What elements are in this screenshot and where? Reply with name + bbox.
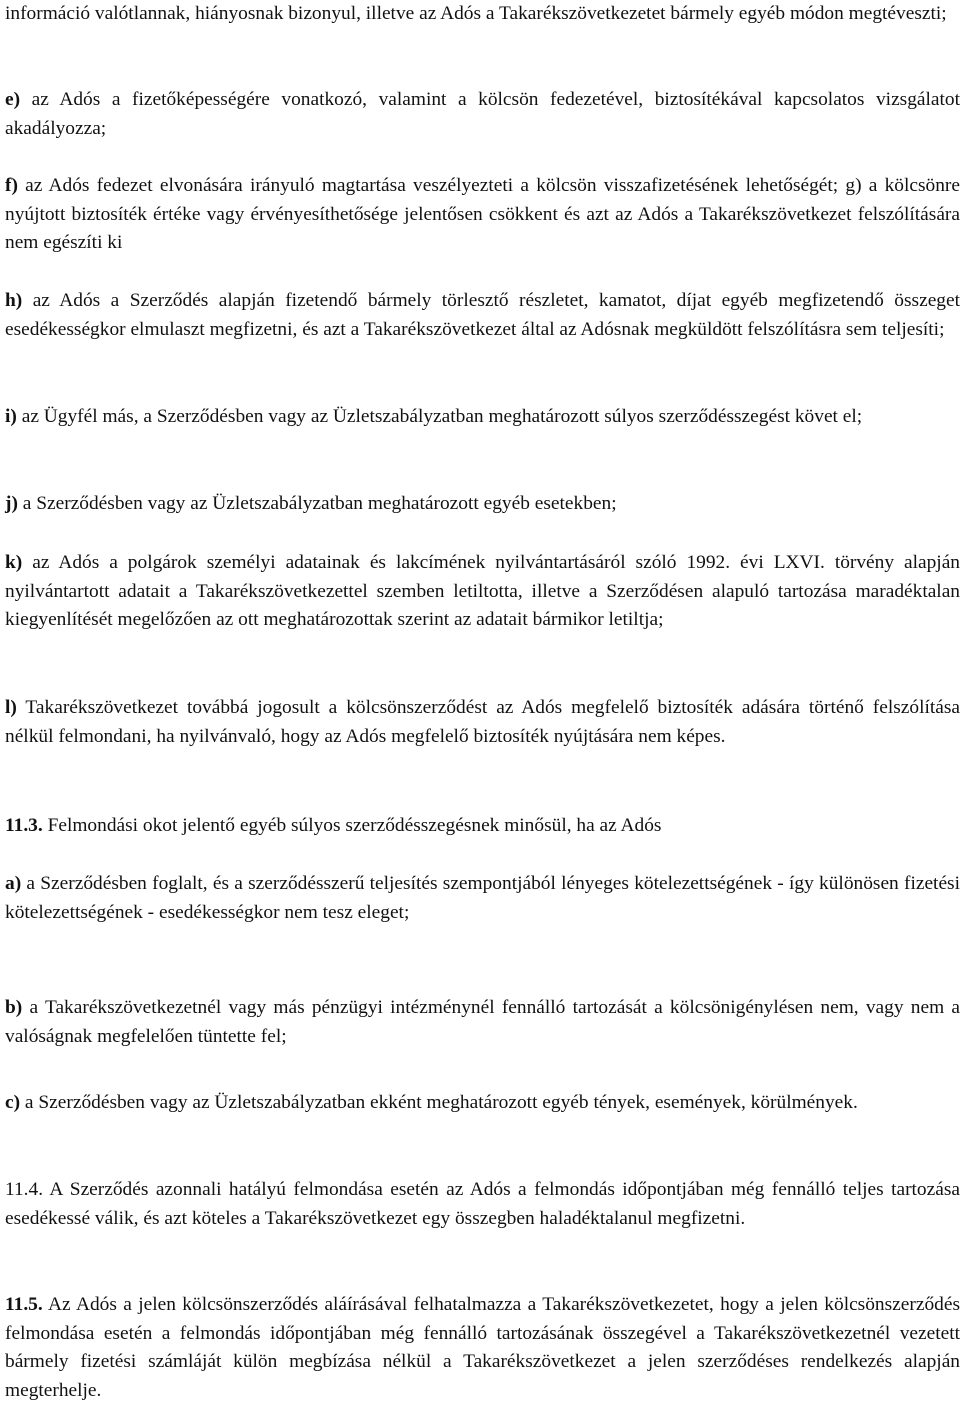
paragraph-h: h) az Adós a Szerződés alapján fizetendő bármely törlesztő részletet, kamatot, díjat egyéb megfizetendő összeget esedékességkor elmulaszt megfizetni, és azt a Takarékszövetkezet által az Adósnak megküldött felszólításra sem teljesíti; bbox=[5, 290, 960, 340]
section-number: 11.5. bbox=[5, 1294, 43, 1315]
paragraph-label: i) bbox=[5, 406, 17, 427]
section-number: 11.3. bbox=[5, 815, 43, 836]
paragraph-l: l) Takarékszövetkezet továbbá jogosult a kölcsönszerződést az Adós megfelelő biztosíték adására történő felszólítása nélkül felmondani, ha nyilvánvaló, hogy az Adós megfelelő biztosíték nyújtására nem képes. bbox=[5, 697, 960, 747]
paragraph-intro-continuation: információ valótlannak, hiányosnak bizonyul, illetve az Adós a Takarékszövetkezetet bármely egyéb módon megtéveszti; bbox=[5, 3, 947, 24]
paragraph-label: j) bbox=[5, 493, 18, 514]
paragraph-f: f) az Adós fedezet elvonására irányuló magtartása veszélyezteti a kölcsön visszafizetésének lehetőségét; g) a kölcsönre nyújtott biztosíték értéke vagy érvényesíthetősége jelentősen csökkent és azt az Adós a Takarékszövetkezet felszólítására nem egészíti ki bbox=[5, 175, 960, 254]
paragraph-k: k) az Adós a polgárok személyi adatainak és lakcímének nyilvántartásáról szóló 1992. évi LXVI. törvény alapján nyilvántartott adatait a Takarékszövetkezettel szemben letiltotta, illetve a Szerződésen alapuló tartozása maradéktalan kiegyenlítését megelőzően az ott meghatározottak szerint az adatait bármikor letiltja; bbox=[5, 552, 960, 631]
paragraph-label: b) bbox=[5, 997, 23, 1018]
paragraph-label: a) bbox=[5, 873, 22, 894]
paragraph-label: h) bbox=[5, 290, 23, 311]
paragraph-label: f) bbox=[5, 175, 18, 196]
paragraph-label: k) bbox=[5, 552, 23, 573]
paragraph-j: j) a Szerződésben vagy az Üzletszabályzatban meghatározott egyéb esetekben; bbox=[5, 493, 617, 514]
paragraph-a: a) a Szerződésben foglalt, és a szerződésszerű teljesítés szempontjából lényeges kötelezettségének - így különösen fizetési kötelezettségének - esedékességkor nem tesz eleget; bbox=[5, 873, 960, 923]
paragraph-b: b) a Takarékszövetkezetnél vagy más pénzügyi intézménynél fennálló tartozását a kölcsönigénylésen nem, vagy nem a valóságnak megfelelően tüntette fel; bbox=[5, 997, 960, 1047]
paragraph-label: e) bbox=[5, 89, 21, 110]
paragraph-11-5: 11.5. Az Adós a jelen kölcsönszerződés aláírásával felhatalmazza a Takarékszövetkezetet, hogy a jelen kölcsönszerződés felmondása esetén a felmondás időpontjában még fennálló tartozásának összegével a Takarékszövetkezetnél vezetett bármely fizetési számláját külön megbízása nélkül a Takarékszövetkezet a jelen szerződéses rendelkezés alapján megterhelje. bbox=[5, 1294, 960, 1401]
paragraph-label: c) bbox=[5, 1092, 21, 1113]
paragraph-e: e) az Adós a fizetőképességére vonatkozó, valamint a kölcsön fedezetével, biztosítékával kapcsolatos vizsgálatot akadályozza; bbox=[5, 89, 960, 139]
paragraph-c: c) a Szerződésben vagy az Üzletszabályzatban ekként meghatározott egyéb tények, események, körülmények. bbox=[5, 1092, 858, 1113]
paragraph-11-4: 11.4. A Szerződés azonnali hatályú felmondása esetén az Adós a felmondás időpontjában még fennálló teljes tartozása esedékessé válik, és azt köteles a Takarékszövetkezet egy összegben haladéktalanul megfizetni. bbox=[5, 1179, 960, 1229]
paragraph-11-3: 11.3. Felmondási okot jelentő egyéb súlyos szerződésszegésnek minősül, ha az Adós bbox=[5, 815, 662, 836]
paragraph-i: i) az Ügyfél más, a Szerződésben vagy az Üzletszabályzatban meghatározott súlyos szerződésszegést követ el; bbox=[5, 406, 863, 427]
paragraph-label: l) bbox=[5, 697, 17, 718]
